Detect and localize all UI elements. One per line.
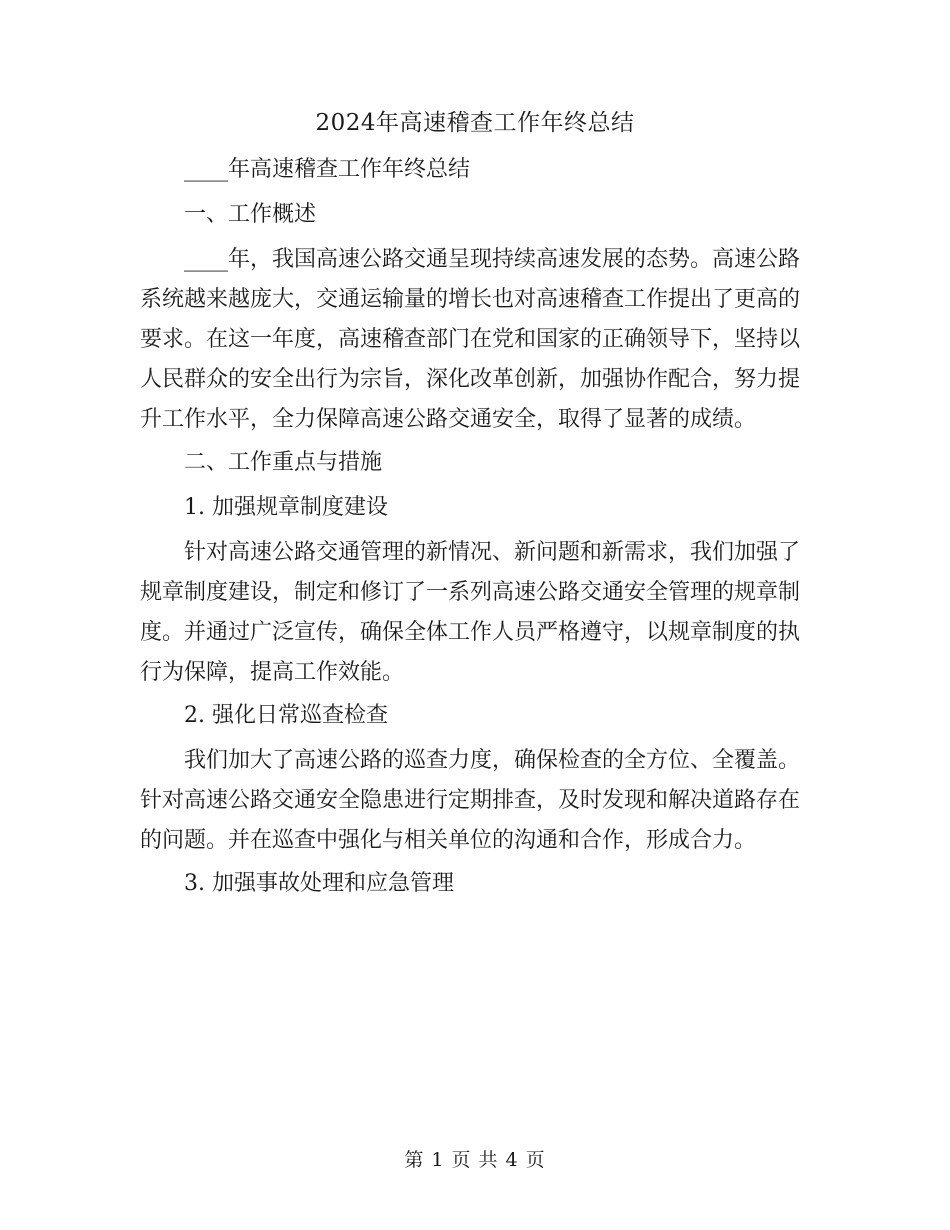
body-paragraph-regulations: 针对高速公路交通管理的新情况、新问题和新需求，我们加强了规章制度建设，制定和修订了一系列高速公路交通安全管理的规章制度。并通过广泛宣传，确保全体工作人员严格遵守，以规章制度的执行为保障，提高工作效能。 — [140, 540, 801, 685]
section-heading-overview: 一、工作概述 — [184, 202, 317, 227]
body-paragraph-overview: ____年，我国高速公路交通呈现持续高速发展的态势。高速公路系统越来越庞大，交通运输量的增长也对高速稽查工作提出了更高的要求。在这一年度，高速稽查部门在党和国家的正确领导下，坚持以人民群众的安全出行为宗旨，深化改革创新，加强协作配合，努力提升工作水平，全力保障高速公路交通安全，取得了显著的成绩。 — [140, 247, 801, 432]
section-heading-measures: 二、工作重点与措施 — [184, 450, 383, 475]
subsection-heading-regulations: 1. 加强规章制度建设 — [184, 495, 388, 520]
document-body — [140, 150, 800, 909]
document-title: 2024年高速稽查工作年终总结 — [315, 110, 635, 136]
subsection-heading-emergency: 3. 加强事故处理和应急管理 — [184, 871, 454, 896]
subsection-heading-inspection: 2. 强化日常巡查检查 — [184, 703, 388, 728]
document-subtitle: ____年高速稽查工作年终总结 — [184, 157, 471, 182]
body-paragraph-inspection: 我们加大了高速公路的巡查力度，确保检查的全方位、全覆盖。针对高速公路交通安全隐患进行定期排查，及时发现和解决道路存在的问题。并在巡查中强化与相关单位的沟通和合作，形成合力。 — [140, 748, 801, 853]
page-number-footer: 第 1 页 共 4 页 — [404, 1149, 546, 1171]
